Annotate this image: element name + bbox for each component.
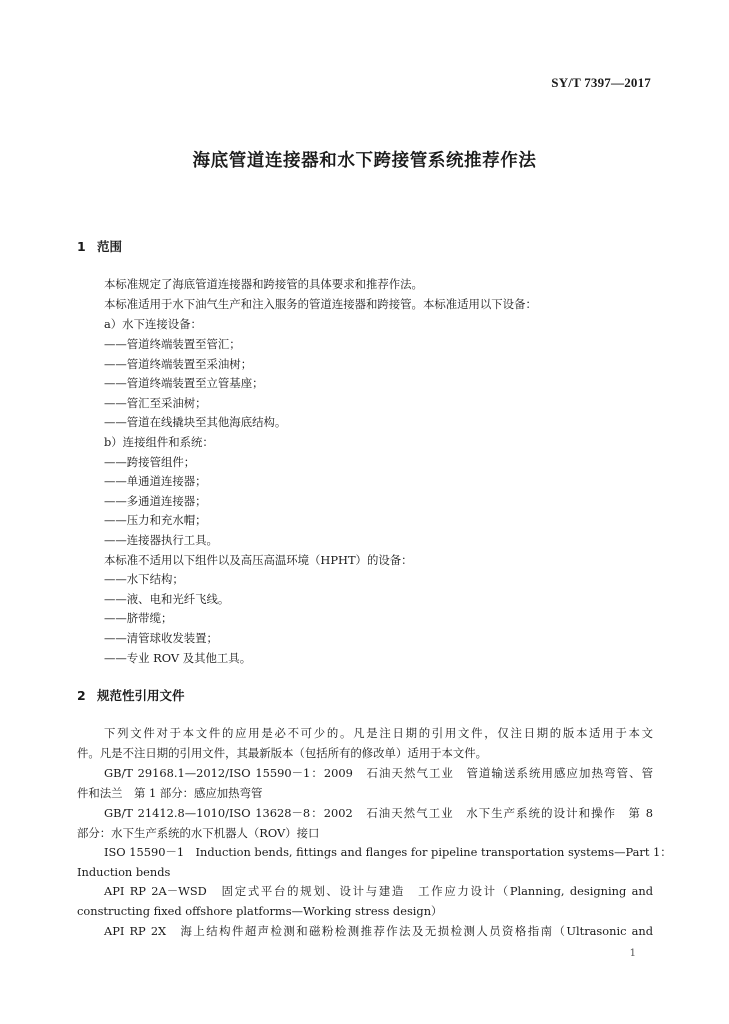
reference-entry-line: 部分：水下生产系统的水下机器人（ROV）接口	[77, 826, 320, 840]
standard-code: SY/T 7397—2017	[551, 75, 651, 90]
reference-entry-line: constructing fixed offshore platforms—Working stress design）	[77, 904, 443, 918]
section-2-title: 规范性引用文件	[97, 688, 185, 703]
list-item: ——连接器执行工具。	[104, 533, 218, 547]
list-item: ——跨接管组件；	[104, 455, 196, 469]
list-item: ——压力和充水帽；	[104, 513, 207, 527]
list-item: ——管道终端装置至管汇；	[104, 337, 241, 351]
section-2-heading	[77, 686, 185, 704]
list-item: ——单通道连接器；	[104, 474, 207, 488]
paragraph-line: 本标准不适用以下组件以及高压高温环境（HPHT）的设备：	[104, 553, 413, 567]
reference-entry-line: GB/T 21412.8—1010/ISO 13628－8：2002 石油天然气工业 水下生产系统的设计和操作 第 8	[104, 806, 653, 820]
list-item: ——多通道连接器；	[104, 494, 207, 508]
reference-entry-line: Induction bends	[77, 865, 171, 879]
list-item: ——水下结构；	[104, 572, 184, 586]
paragraph-line: 本标准适用于水下油气生产和注入服务的管道连接器和跨接管。本标准适用以下设备：	[104, 297, 537, 311]
reference-entry-line: API RP 2X 海上结构件超声检测和磁粉检测推荐作法及无损检测人员资格指南（Ultrasonic and	[104, 924, 653, 938]
list-item: ——管道终端装置至立管基座；	[104, 376, 264, 390]
paragraph-line: 下列文件对于本文件的应用是必不可少的。凡是注日期的引用文件，仅注日期的版本适用于本文	[104, 726, 653, 740]
list-item: ——专业 ROV 及其他工具。	[104, 651, 252, 665]
reference-entry-line: ISO 15590－1 Induction bends, fittings and flanges for pipeline transportation systems—Part 1：	[104, 845, 672, 859]
list-heading: a）水下连接设备：	[104, 317, 202, 331]
list-item: ——管道终端装置至采油树；	[104, 357, 253, 371]
list-item: ——管道在线撬块至其他海底结构。	[104, 415, 287, 429]
paragraph-line: 本标准规定了海底管道连接器和跨接管的具体要求和推荐作法。	[104, 277, 423, 291]
page-number: 1	[629, 948, 636, 959]
list-heading: b）连接组件和系统：	[104, 435, 214, 449]
section-2-number: 2	[77, 688, 86, 703]
list-item: ——清管球收发装置；	[104, 631, 218, 645]
reference-entry-line: GB/T 29168.1—2012/ISO 15590－1：2009 石油天然气工业 管道输送系统用感应加热弯管、管	[104, 766, 653, 780]
reference-entry-line: API RP 2A－WSD 固定式平台的规划、设计与建造 工作应力设计（Planning, designing and	[104, 884, 653, 898]
section-1-title: 范围	[97, 239, 123, 254]
reference-entry-line: 件和法兰 第 1 部分：感应加热弯管	[77, 786, 263, 800]
list-item: ——管汇至采油树；	[104, 396, 207, 410]
section-1-heading	[77, 237, 122, 255]
document-title: 海底管道连接器和水下跨接管系统推荐作法	[192, 151, 537, 171]
list-item: ——脐带缆；	[104, 611, 173, 625]
list-item: ——液、电和光纤飞线。	[104, 592, 230, 606]
paragraph-line: 件。凡是不注日期的引用文件，其最新版本（包括所有的修改单）适用于本文件。	[77, 746, 488, 760]
section-1-number: 1	[77, 239, 86, 254]
